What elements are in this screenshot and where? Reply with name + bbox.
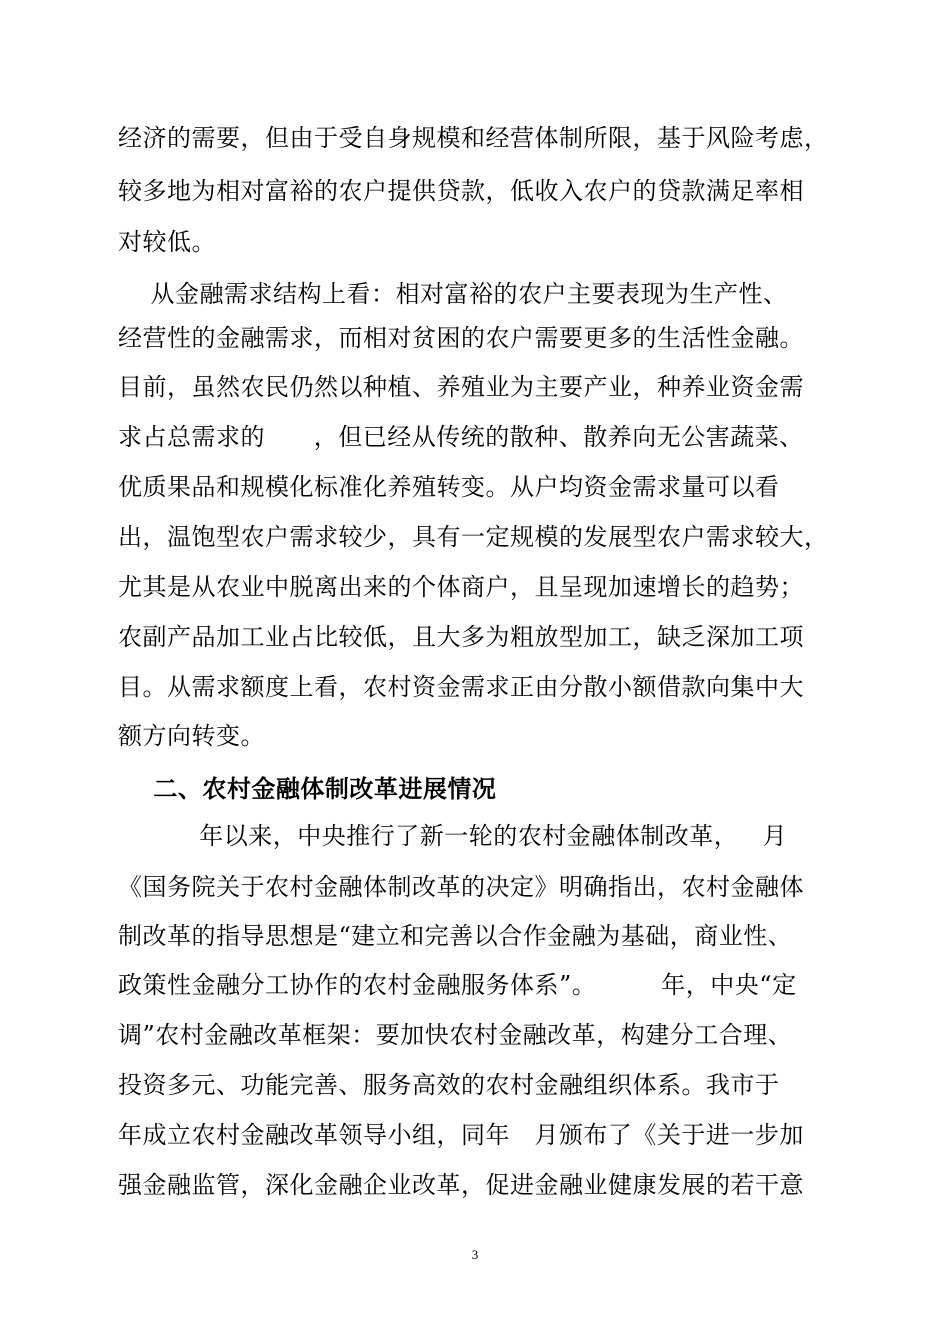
section-heading: 二、农村金融体制改革进展情况 bbox=[118, 775, 497, 803]
paragraph-line: 求占总需求的 ，但已经从传统的散种、散养向无公害蔬菜、 bbox=[118, 423, 804, 451]
paragraph-line: 从金融需求结构上看：相对富裕的农户主要表现为生产性、 bbox=[118, 280, 788, 308]
paragraph-line: 年成立农村金融改革领导小组，同年 月颁布了《关于进一步加 bbox=[118, 1121, 804, 1149]
paragraph-line: 对较低。 bbox=[118, 228, 216, 256]
paragraph-line: 经济的需要，但由于受自身规模和经营体制所限，基于风险考虑， bbox=[118, 124, 829, 152]
paragraph-line: 制改革的指导思想是“建立和完善以合作金融为基础，商业性、 bbox=[118, 922, 793, 950]
paragraph-line: 额方向转变。 bbox=[118, 722, 265, 750]
paragraph-line: 目。从需求额度上看，农村资金需求正由分散小额借款向集中大 bbox=[118, 673, 804, 701]
paragraph-line: 年以来，中央推行了新一轮的农村金融体制改革， 月 bbox=[118, 822, 788, 850]
paragraph-line: 较多地为相对富裕的农户提供贷款，低收入农户的贷款满足率相 bbox=[118, 177, 804, 205]
paragraph-line: 目前，虽然农民仍然以种植、养殖业为主要产业，种养业资金需 bbox=[118, 373, 804, 401]
paragraph-line: 投资多元、功能完善、服务高效的农村金融组织体系。我市于 bbox=[118, 1071, 780, 1099]
paragraph-line: 尤其是从农业中脱离出来的个体商户，且呈现加速增长的趋势； bbox=[118, 573, 804, 601]
paragraph-line: 优质果品和规模化标准化养殖转变。从户均资金需求量可以看 bbox=[118, 473, 780, 501]
paragraph-line: 强金融监管，深化金融企业改革，促进金融业健康发展的若干意 bbox=[118, 1171, 804, 1199]
paragraph-line: 调”农村金融改革框架：要加快农村金融改革，构建分工合理、 bbox=[118, 1021, 793, 1049]
paragraph-line: 农副产品加工业占比较低，且大多为粗放型加工，缺乏深加工项 bbox=[118, 623, 804, 651]
paragraph-line: 出，温饱型农户需求较少，具有一定规模的发展型农户需求较大， bbox=[118, 523, 829, 551]
paragraph-line: 《国务院关于农村金融体制改革的决定》明确指出，农村金融体 bbox=[118, 873, 804, 901]
paragraph-line: 经营性的金融需求，而相对贫困的农户需要更多的生活性金融。 bbox=[118, 324, 804, 352]
paragraph-line: 政策性金融分工协作的农村金融服务体系”。 年，中央“定 bbox=[118, 971, 797, 999]
page-number: 3 bbox=[471, 1247, 479, 1262]
